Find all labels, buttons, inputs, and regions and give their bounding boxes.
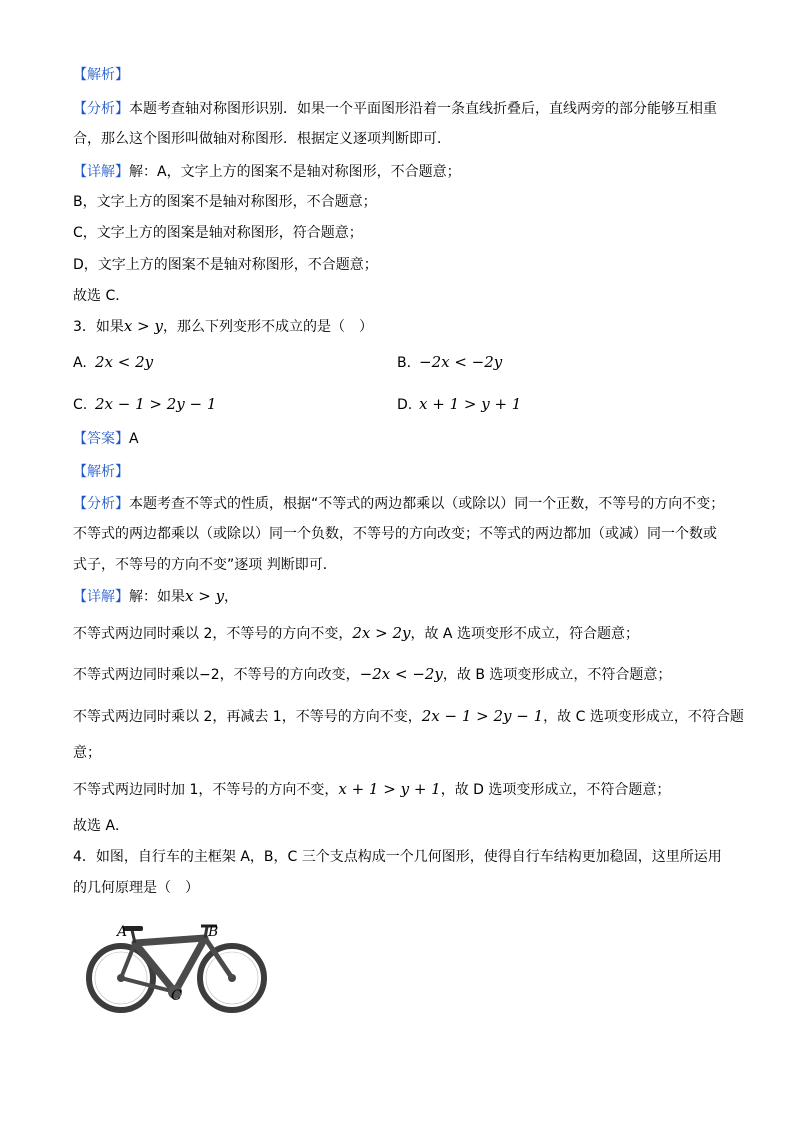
label-b: B — [208, 924, 219, 940]
fenxi-paragraph-3-cont-2: 式子，不等号的方向不变”逐项 判断即可． — [73, 557, 337, 573]
question-4-stem-cont: 的几何原理是（ ） — [73, 880, 199, 896]
xiangjie-intro-3: 【详解】解：如果x > y， — [73, 587, 239, 605]
fenxi-paragraph-1: 【分析】本题考查轴对称图形识别．如果一个平面图形沿着一条直线折叠后，直线两旁的部分能够互相重 — [73, 101, 717, 117]
answer-line: 【答案】A — [73, 431, 139, 447]
xiangjie-line-c: C，文字上方的图案是轴对称图形，符合题意； — [73, 225, 363, 241]
question-3-stem: 3．如果x > y，那么下列变形不成立的是（ ） — [73, 317, 373, 335]
conclusion-1: 故选 C． — [73, 288, 130, 304]
fenxi-paragraph-1-cont: 合，那么这个图形叫做轴对称图形．根据定义逐项判断即可． — [73, 131, 451, 147]
option-d: D. x + 1 > y + 1 — [397, 395, 522, 413]
step-b: 不等式两边同时乘以−2，不等号的方向改变，−2x < −2y，故 B 选项变形成立，不符合题意； — [73, 665, 672, 683]
step-c-cont: 意； — [73, 745, 101, 761]
jiexi-heading-3: 【解析】 — [73, 464, 129, 480]
option-c: C. 2x − 1 > 2y − 1 — [73, 395, 217, 413]
jiexi-heading-1: 【解析】 — [73, 67, 129, 83]
option-a: A. 2x < 2y — [73, 353, 154, 371]
step-a: 不等式两边同时乘以 2，不等号的方向不变，2x > 2y，故 A 选项变形不成立，符合题意； — [73, 624, 639, 642]
xiangjie-line-a: 【详解】解：A，文字上方的图案不是轴对称图形，不合题意； — [73, 164, 461, 180]
xiangjie-line-b: B，文字上方的图案不是轴对称图形，不合题意； — [73, 194, 377, 210]
xiangjie-line-d: D，文字上方的图案不是轴对称图形，不合题意； — [73, 257, 378, 273]
fenxi-paragraph-3: 【分析】本题考查不等式的性质，根据“不等式的两边都乘以（或除以）同一个正数，不等号的方向不变； — [73, 496, 725, 512]
option-b: B. −2x < −2y — [397, 353, 503, 371]
label-a: A — [117, 924, 128, 940]
conclusion-3: 故选 A． — [73, 818, 130, 834]
question-4-stem: 4．如图，自行车的主框架 A，B，C 三个支点构成一个几何图形，使得自行车结构更加稳固，这里所运用 — [73, 849, 722, 865]
fenxi-paragraph-3-cont-1: 不等式的两边都乘以（或除以）同一个负数，不等号的方向改变；不等式的两边都加（或减）同一个数或 — [73, 526, 717, 542]
step-d: 不等式两边同时加 1，不等号的方向不变，x + 1 > y + 1，故 D 选项变形成立，不符合题意； — [73, 780, 671, 798]
bicycle-figure — [85, 918, 267, 1018]
label-c: C — [171, 988, 182, 1004]
step-c: 不等式两边同时乘以 2，再减去 1，不等号的方向不变，2x − 1 > 2y − 1，故 C 选项变形成立，不符合题 — [73, 707, 744, 725]
